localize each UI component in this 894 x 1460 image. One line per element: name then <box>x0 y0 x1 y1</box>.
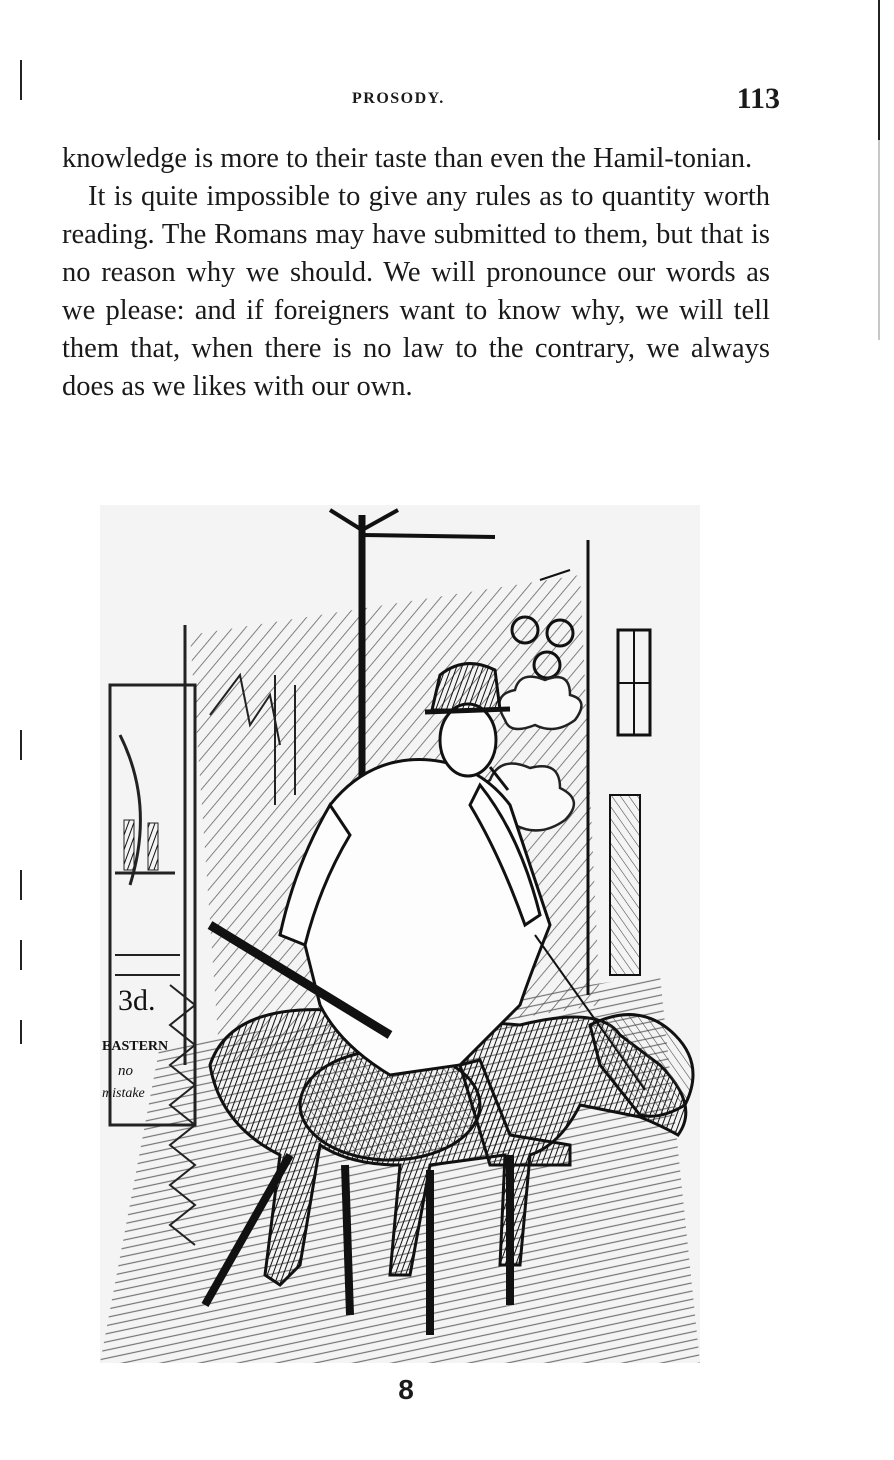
margin-tick <box>20 730 22 760</box>
sign-price: 3d. <box>118 984 156 1017</box>
margin-tick <box>20 1020 22 1044</box>
running-head: PROSODY. <box>352 90 445 107</box>
page-header <box>62 82 782 118</box>
sign-line-1: EASTERN <box>102 1039 169 1054</box>
sign-line-3: mistake <box>102 1086 145 1101</box>
paragraph: It is quite impossible to give any rules as to quantity worth reading. The Romans may have submitted to them, but that is no reason why we should. We will pronounce our words as we please: and if foreigners want to know why, we will tell them that, when there is no law to the contrary, we always does as we likes with our own. <box>62 181 770 402</box>
sign-line-2: no <box>118 1063 133 1079</box>
engraving-illustration <box>100 505 700 1363</box>
page-edge-line <box>878 0 880 140</box>
margin-tick <box>20 940 22 970</box>
page-number: 113 <box>736 82 780 115</box>
body-text <box>62 140 770 406</box>
margin-tick <box>20 60 22 100</box>
signature-mark: 8 <box>398 1374 414 1405</box>
page-edge-line-faint <box>878 140 880 340</box>
paragraph: knowledge is more to their taste than even the Hamil-tonian. <box>62 143 753 174</box>
margin-tick <box>20 870 22 900</box>
